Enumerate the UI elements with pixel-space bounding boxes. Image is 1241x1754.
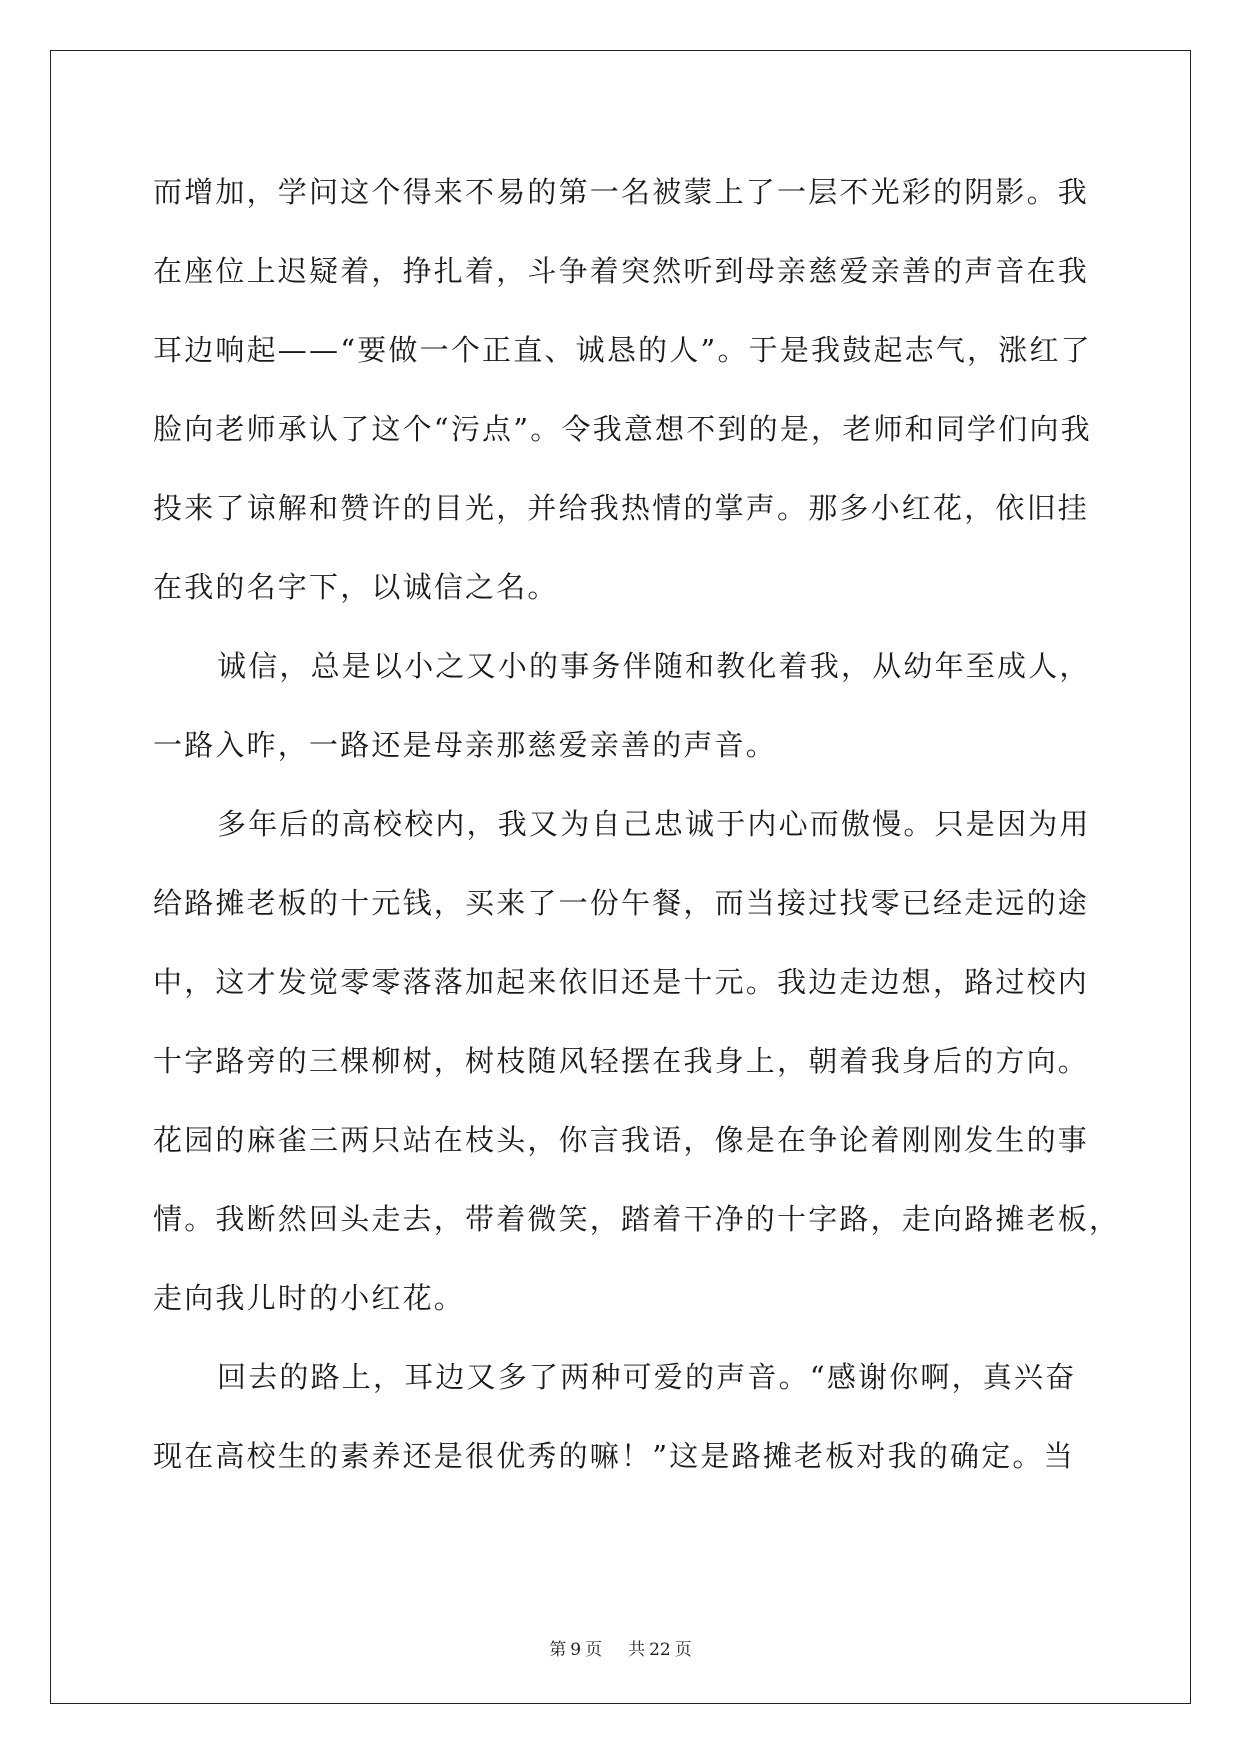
text-line-6: 在我的名字下，以诚信之名。 [153, 570, 559, 604]
text-line-11: 中，这才发觉零零落落加起来依旧还是十元。我边走边想，路过校内 [153, 965, 1090, 999]
text-line-14: 情。我断然回头走去，带着微笑，踏着干净的十字路，走向路摊老板， [153, 1202, 1121, 1236]
text-line-8: 一路入昨，一路还是母亲那慈爱亲善的声音。 [153, 728, 778, 762]
text-line-10: 给路摊老板的十元钱，买来了一份午餐，而当接过找零已经走远的途 [153, 886, 1090, 920]
text-line-3: 耳边响起——“要做一个正直、诚恳的人”。于是我鼓起志气，涨红了 [153, 333, 1092, 367]
text-line-1: 而增加，学问这个得来不易的第一名被蒙上了一层不光彩的阴影。我 [153, 175, 1090, 209]
text-line-2: 在座位上迟疑着，挣扎着，斗争着突然听到母亲慈爱亲善的声音在我 [153, 254, 1090, 288]
total-suffix: 页 [674, 1640, 692, 1660]
document-body [153, 160, 1121, 1503]
total-pages: 22 [649, 1640, 671, 1660]
text-line-16: 回去的路上，耳边又多了两种可爱的声音。“感谢你啊，真兴奋 [217, 1360, 1077, 1394]
page-suffix: 页 [585, 1640, 603, 1660]
text-line-15: 走向我儿时的小红花。 [153, 1281, 466, 1315]
page-footer [0, 1635, 1241, 1660]
page-number: 9 [570, 1640, 582, 1660]
page-prefix: 第 [549, 1640, 567, 1660]
text-line-17: 现在高校生的素养还是很优秀的嘛！”这是路摊老板对我的确定。当 [153, 1439, 1075, 1473]
text-line-12: 十字路旁的三棵柳树，树枝随风轻摆在我身上，朝着我身后的方向。 [153, 1044, 1090, 1078]
text-line-4: 脸向老师承认了这个“污点”。令我意想不到的是，老师和同学们向我 [153, 412, 1092, 446]
text-line-13: 花园的麻雀三两只站在枝头，你言我语，像是在争论着刚刚发生的事 [153, 1123, 1090, 1157]
text-line-5: 投来了谅解和赞许的目光，并给我热情的掌声。那多小红花，依旧挂 [153, 491, 1090, 525]
total-prefix: 共 [628, 1640, 646, 1660]
text-line-7: 诚信，总是以小之又小的事务伴随和教化着我，从幼年至成人， [217, 649, 1091, 683]
text-line-9: 多年后的高校校内，我又为自己忠诚于内心而傲慢。只是因为用 [217, 807, 1091, 841]
